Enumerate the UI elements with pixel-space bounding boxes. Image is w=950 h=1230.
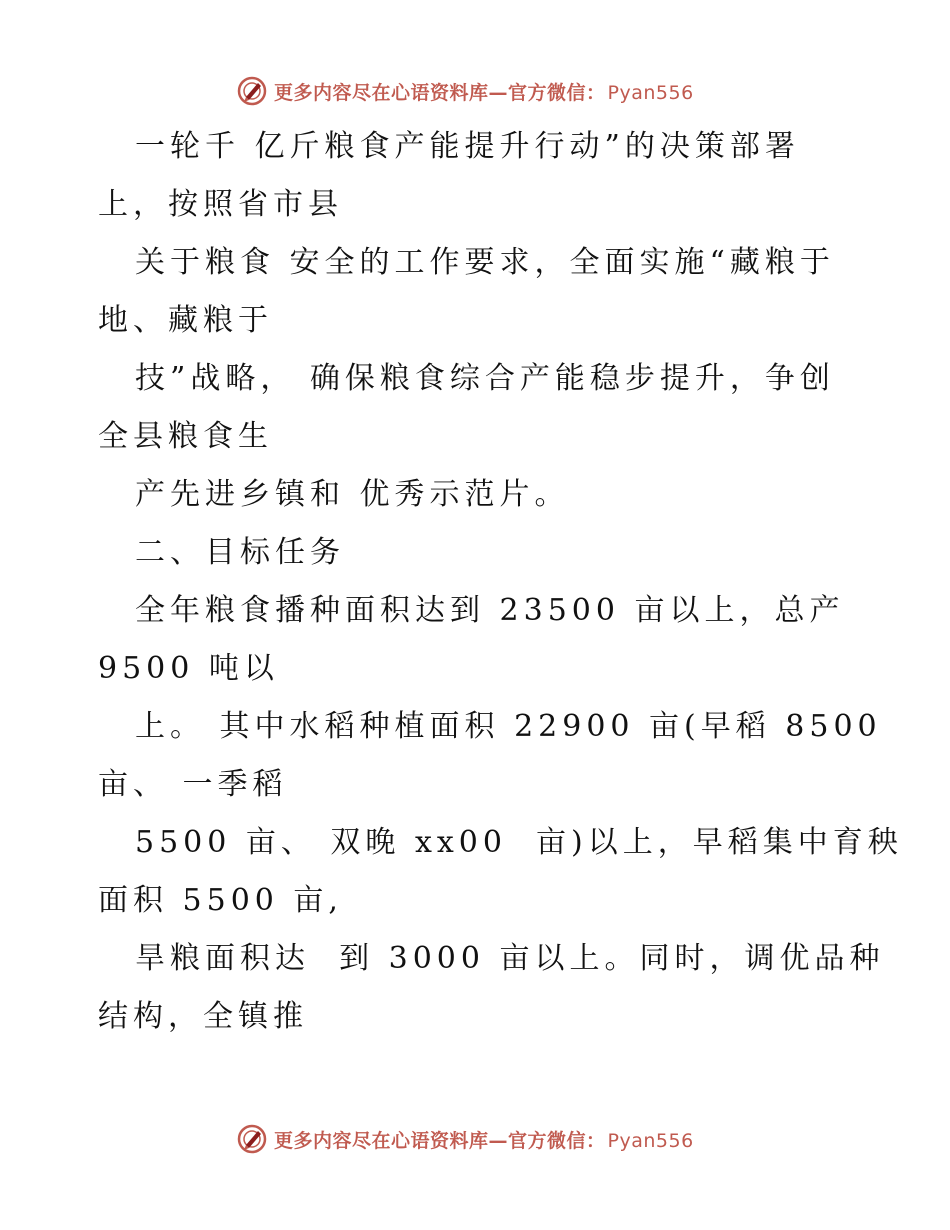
footer-watermark-banner — [236, 1121, 694, 1157]
paragraph-line: 旱粮面积达 到 3000 亩以上。同时，调优品种 — [135, 941, 885, 976]
paragraph-line: 技”战略， 确保粮食综合产能稳步提升，争创 — [135, 361, 835, 396]
pen-nib-logo-icon — [236, 75, 268, 107]
paragraph-line: 5500 亩、 双晚 xx00 亩)以上，早稻集中育秧 — [135, 825, 903, 860]
paragraph-line: 9500 吨以 — [98, 651, 279, 686]
pen-nib-logo-icon — [236, 1123, 268, 1155]
footer-banner-wechat-id: Pyan556 — [607, 1129, 694, 1152]
paragraph-line: 关于粮食 安全的工作要求，全面实施“藏粮于 — [135, 245, 835, 280]
footer-banner-label: 更多内容尽在心语资料库—官方微信： — [274, 1129, 606, 1152]
paragraph-line: 地、藏粮于 — [98, 303, 273, 338]
paragraph-line: 一轮千 亿斤粮食产能提升行动”的决策部署 — [135, 129, 800, 164]
paragraph-line: 亩、 一季稻 — [98, 767, 288, 802]
paragraph-line: 上，按照省市县 — [98, 187, 343, 222]
header-watermark-banner — [236, 73, 694, 109]
paragraph-line: 产先进乡镇和 优秀示范片。 — [135, 477, 570, 512]
paragraph-line: 上。 其中水稻种植面积 22900 亩(早稻 8500 — [135, 709, 882, 744]
paragraph-line: 全年粮食播种面积达到 23500 亩以上，总产 — [135, 593, 845, 628]
paragraph-line: 面积 5500 亩, — [98, 883, 343, 918]
header-banner-wechat-id: Pyan556 — [607, 81, 694, 104]
header-banner-label: 更多内容尽在心语资料库—官方微信： — [274, 81, 606, 104]
section-heading: 二、目标任务 — [135, 535, 345, 570]
paragraph-line: 全县粮食生 — [98, 419, 273, 454]
paragraph-line: 结构，全镇推 — [98, 999, 308, 1034]
